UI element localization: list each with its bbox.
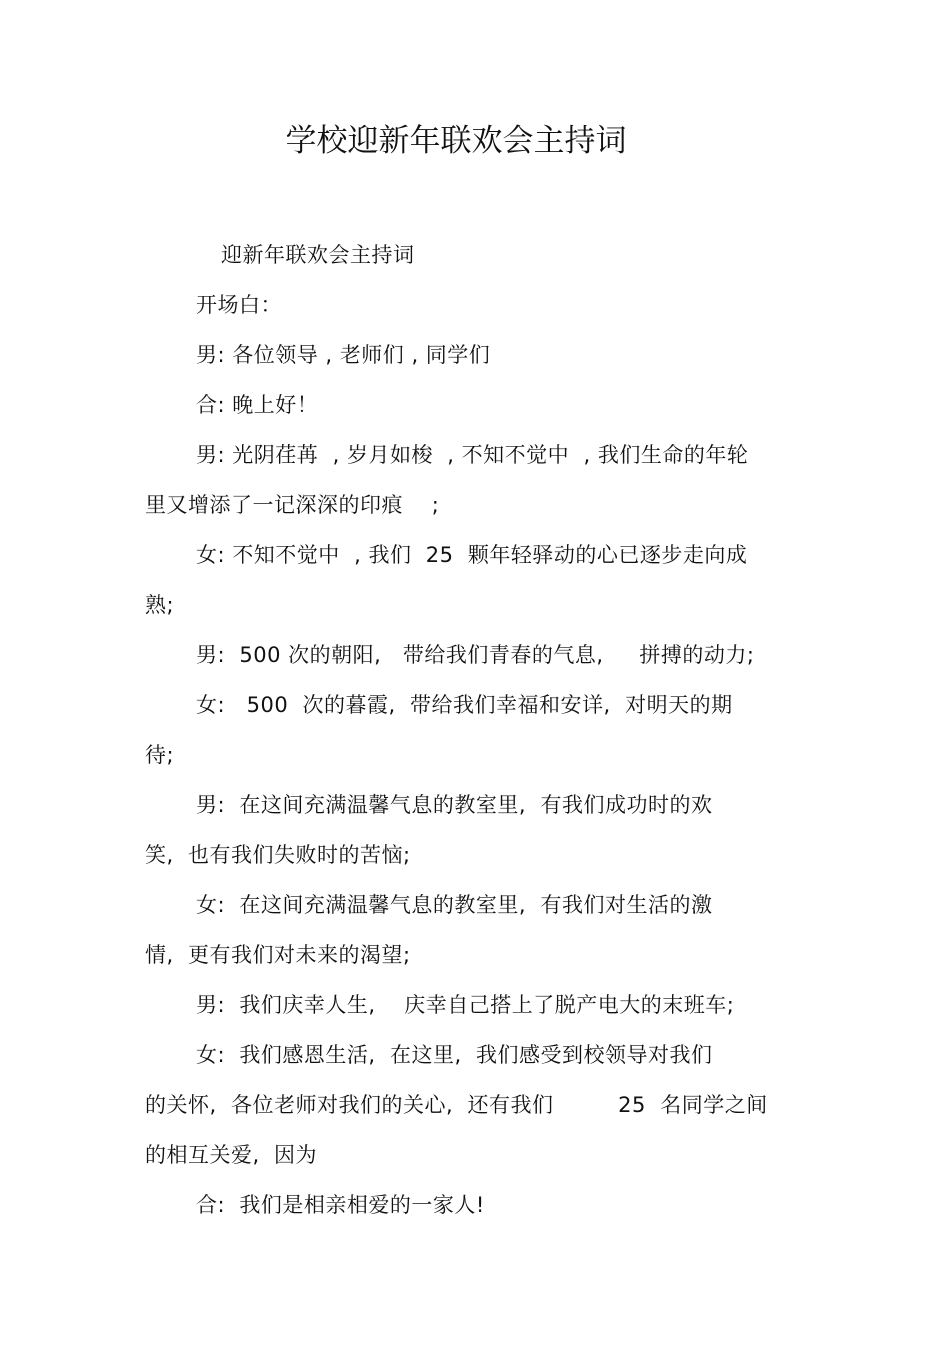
text-line: 熟; bbox=[145, 593, 175, 617]
text-line: 笑, 也有我们失败时的苦恼; bbox=[145, 843, 411, 867]
text-line: 女: 我们感恩生活, 在这里, 我们感受到校领导对我们 bbox=[196, 1043, 713, 1067]
text-line: 女: 不知不觉中 , 我们 25 颗年轻驿动的心已逐步走向成 bbox=[196, 543, 748, 567]
text-line: 男: 500 次的朝阳, 带给我们青春的气息, 拼搏的动力; bbox=[196, 643, 755, 667]
text-line: 情, 更有我们对未来的渴望; bbox=[145, 943, 411, 967]
subtitle-line: 迎新年联欢会主持词 bbox=[221, 243, 415, 267]
text-line: 的关怀, 各位老师对我们的关心, 还有我们 25 名同学之间 bbox=[145, 1093, 768, 1117]
text-line: 开场白： bbox=[196, 293, 282, 317]
text-line: 里又增添了一记深深的印痕 ; bbox=[145, 493, 440, 517]
text-line: 的相互关爱, 因为 bbox=[145, 1143, 318, 1167]
text-line: 合: 晚上好！ bbox=[196, 393, 319, 417]
text-line: 合: 我们是相亲相爱的一家人! bbox=[196, 1193, 485, 1217]
text-line: 女: 500 次的暮霞, 带给我们幸福和安详, 对明天的期 bbox=[196, 693, 733, 717]
text-line: 男: 光阴荏苒 , 岁月如梭 , 不知不觉中 , 我们生命的年轮 bbox=[196, 443, 749, 467]
text-line: 女: 在这间充满温馨气息的教室里, 有我们对生活的激 bbox=[196, 893, 713, 917]
text-line: 待; bbox=[145, 743, 175, 767]
text-line: 男: 各位领导 , 老师们 , 同学们 bbox=[196, 343, 491, 367]
document-title: 学校迎新年联欢会主持词 bbox=[285, 123, 627, 159]
text-line: 男: 我们庆幸人生, 庆幸自己搭上了脱产电大的末班车; bbox=[196, 993, 735, 1017]
text-line: 男: 在这间充满温馨气息的教室里, 有我们成功时的欢 bbox=[196, 793, 713, 817]
